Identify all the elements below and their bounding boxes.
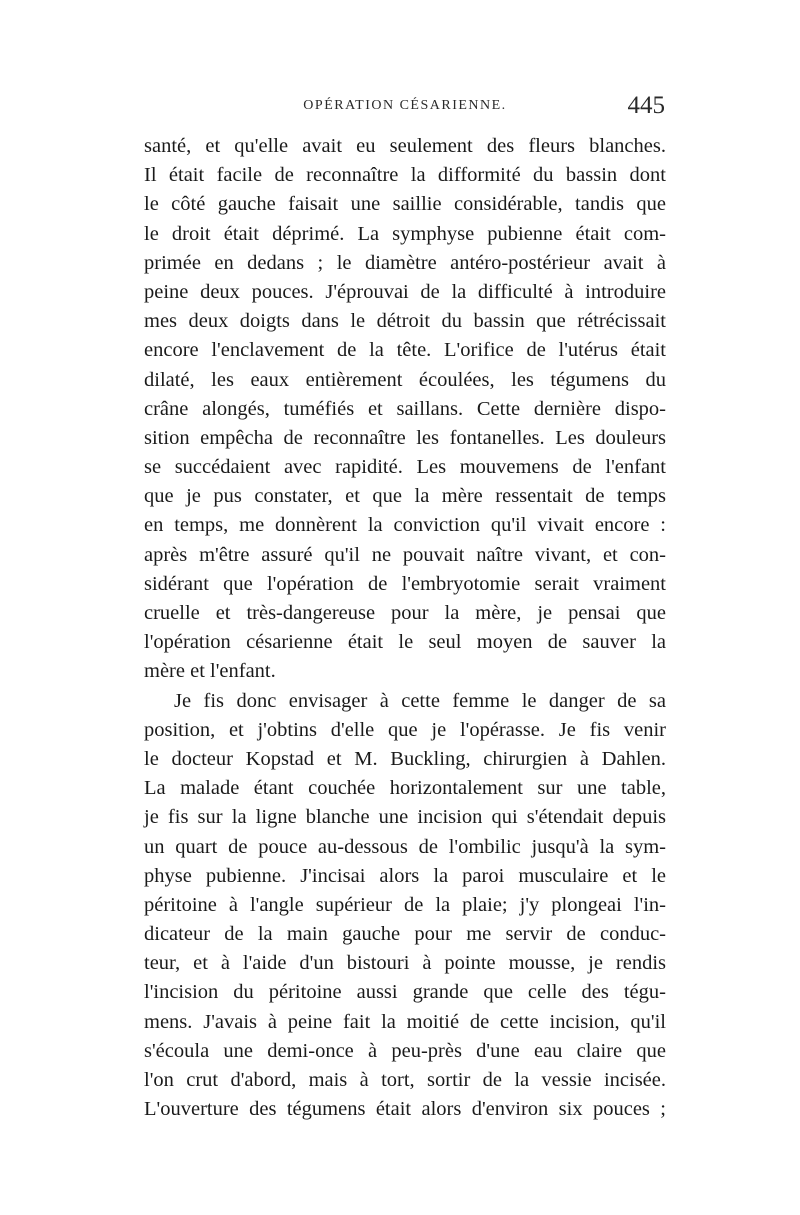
paragraph: [144, 132, 666, 687]
text-line: sidérant que l'opération de l'embryotomie serait vraiment: [144, 572, 666, 595]
text-line: teur, et à l'aide d'un bistouri à pointe mousse, je rendis: [144, 952, 666, 975]
text-line: La malade étant couchée horizontalement sur une table,: [144, 777, 666, 800]
running-title: OPÉRATION CÉSARIENNE.: [303, 98, 507, 113]
text-line: dilaté, les eaux entièrement écoulées, les tégumens du: [144, 368, 666, 391]
text-line: Je fis donc envisager à cette femme le danger de sa: [174, 689, 666, 712]
text-line: sition empêcha de reconnaître les fontanelles. Les douleurs: [144, 426, 666, 449]
text-line: dicateur de la main gauche pour me servir de conduc-: [144, 923, 666, 946]
text-line: crâne alongés, tuméfiés et saillans. Cette dernière dispo-: [144, 397, 666, 420]
text-line: cruelle et très-dangereuse pour la mère, je pensai que: [144, 602, 666, 624]
text-line: L'ouverture des tégumens était alors d'environ six pouces ;: [144, 1098, 666, 1121]
text-line: encore l'enclavement de la tête. L'orifice de l'utérus était: [144, 339, 666, 362]
text-line: s'écoula une demi-once à peu-près d'une eau claire que: [144, 1039, 666, 1062]
text-line: en temps, me donnèrent la conviction qu'il vivait encore :: [144, 514, 666, 537]
text-line: que je pus constater, et que la mère ressentait de temps: [144, 485, 666, 508]
text-line: le côté gauche faisait une saillie considérable, tandis que: [144, 193, 666, 216]
text-line: mes deux doigts dans le détroit du bassin que rétrécissait: [144, 310, 666, 333]
text-line: l'incision du péritoine aussi grande que celle des tégu-: [144, 981, 666, 1004]
text-line: se succédaient avec rapidité. Les mouvemens de l'enfant: [144, 456, 666, 479]
text-line: un quart de pouce au-dessous de l'ombilic jusqu'à la sym-: [144, 835, 666, 858]
body-text: [144, 132, 666, 1124]
text-line: physe pubienne. J'incisai alors la paroi musculaire et le: [144, 864, 666, 887]
text-line: l'on crut d'abord, mais à tort, sortir de la vessie incisée.: [144, 1069, 666, 1091]
text-line: péritoine à l'angle supérieur de la plaie; j'y plongeai l'in-: [144, 893, 666, 916]
text-line: l'opération césarienne était le seul moyen de sauver la: [144, 631, 666, 654]
text-line: position, et j'obtins d'elle que je l'opérasse. Je fis venir: [144, 718, 666, 741]
text-line: primée en dedans ; le diamètre antéro-postérieur avait à: [144, 251, 666, 274]
text-line: mens. J'avais à peine fait la moitié de cette incision, qu'il: [144, 1010, 666, 1033]
text-line: Il était facile de reconnaître la difformité du bassin dont: [144, 164, 666, 187]
page-number: 445: [627, 92, 665, 119]
paragraph: [144, 687, 666, 1125]
text-line: je fis sur la ligne blanche une incision qui s'étendait depuis: [144, 806, 666, 829]
text-line: le docteur Kopstad et M. Buckling, chirurgien à Dahlen.: [144, 747, 666, 770]
running-head: [145, 94, 665, 124]
text-line: mère et l'enfant.: [144, 660, 276, 683]
text-line: le droit était déprimé. La symphyse pubienne était com-: [144, 222, 666, 245]
text-line: après m'être assuré qu'il ne pouvait naître vivant, et con-: [144, 543, 666, 566]
text-line: santé, et qu'elle avait eu seulement des fleurs blanches.: [144, 135, 666, 157]
text-line: peine deux pouces. J'éprouvai de la difficulté à introduire: [144, 280, 666, 303]
